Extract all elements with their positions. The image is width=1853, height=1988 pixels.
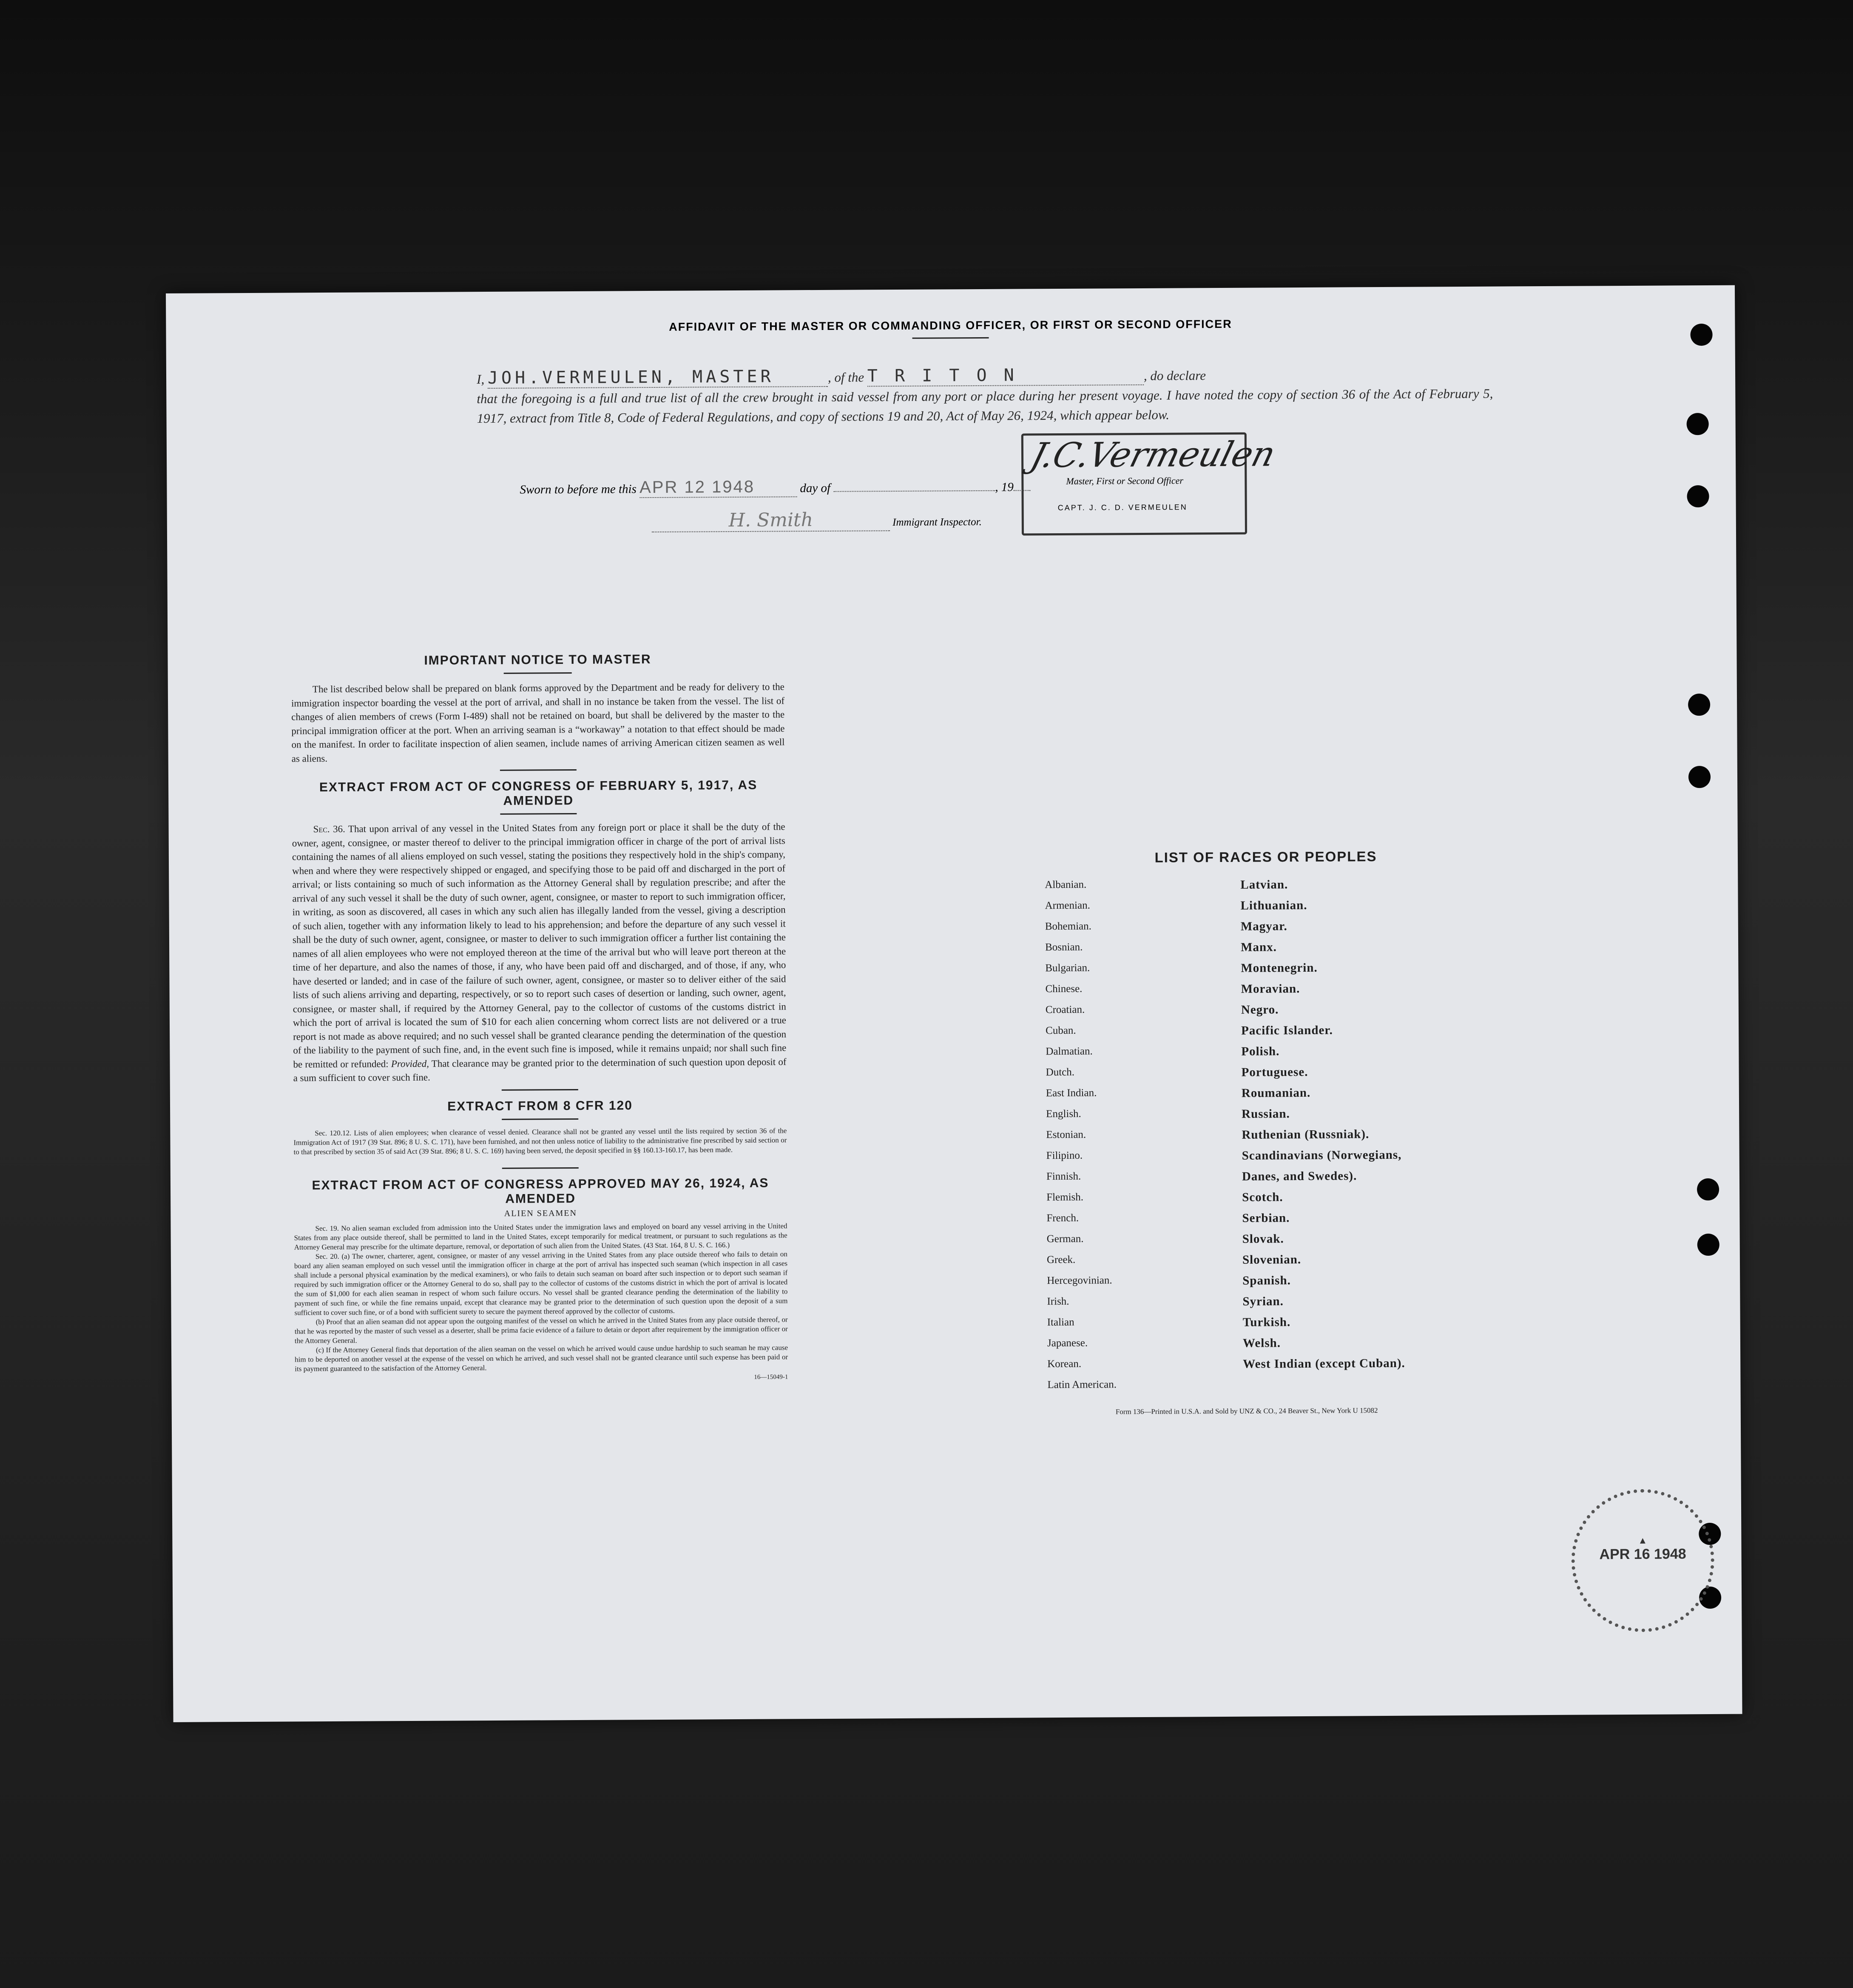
captain-stamp-box: [1021, 432, 1280, 536]
vessel-name-field: T R I T O N: [867, 365, 1144, 387]
binder-hole-icon: [1697, 1234, 1719, 1256]
divider: [502, 1089, 578, 1090]
notice-body: The list described below shall be prepared on blank forms approved by the Department and be ready for delivery to the immigration inspector boarding the vessel at the port of arrival, and shall in no instance be taken from the vessel. The list of changes of alien members of crews (Form I-489) shall not be retained on board, but shall be delivered by the master to the principal immigration officer at the port. When an arriving seaman is a “workaway” a notation to that effect should be made on the manifest. In order to facilitate inspection of alien seamen, include names of arriving American citizen seamen as well as aliens.: [291, 681, 785, 764]
affidavit-body: [477, 363, 1493, 429]
race-item: East Indian.: [1046, 1087, 1097, 1099]
master-signature: J.C.Vermeulen: [1026, 434, 1280, 475]
received-stamp-date: APR 16 1948: [1599, 1546, 1686, 1563]
day-of-label: day of: [800, 481, 831, 495]
race-item: Scotch.: [1242, 1190, 1283, 1204]
legal-extracts-column: [291, 651, 788, 1383]
binder-hole-icon: [1688, 766, 1711, 788]
binder-hole-icon: [1687, 485, 1709, 507]
sworn-date-field: [639, 477, 797, 498]
race-item: Magyar.: [1240, 919, 1287, 933]
race-item: Dutch.: [1046, 1066, 1075, 1078]
race-item: Greek.: [1046, 1254, 1076, 1266]
affidavit-body-text: that the foregoing is a full and true list of all the crew brought in said vessel from any port or place during her present voyage. I have noted the copy of section 36 of the Act of February 5, 1917, extract from Title 8, Code of Federal Regulations, and copy of sections 19 and 20, Act of May 26, 1924, which appear below.: [477, 386, 1493, 426]
race-item: Flemish.: [1046, 1191, 1084, 1203]
race-item: French.: [1046, 1212, 1079, 1224]
race-item: Pacific Islander.: [1241, 1023, 1333, 1038]
race-item: Spanish.: [1242, 1274, 1291, 1288]
sec-20b-text: (b) Proof that an alien seaman did not appear upon the outgoing manifest of the vessel on which he arrived in the United States from any place outside thereof, or that he was reported by the master of such vessel as a deserter, shall be prima facie evidence of a failure to detain or deport after requirement by the immigration officer or the Attorney General.: [294, 1315, 788, 1345]
year-prefix: , 19: [995, 480, 1014, 494]
sec-19-text: Sec. 19. No alien seaman excluded from admission into the United States under the immigration laws and employed on board any vessel arriving in the United States from any place outside thereof, shall be permitted to land in the United States, except temporarily for medical treatment, or pursuant to such regulations as the Attorney General may prescribe for the ultimate departure, removal, or deportation of such alien from the United States. (43 Stat. 164, 8 U. S. C. 166.): [294, 1221, 787, 1251]
race-item: Danes, and Swedes).: [1242, 1169, 1357, 1183]
captain-stamp-text: CAPT. J. C. D. VERMEULEN: [1057, 503, 1188, 512]
affidavit-title-text: AFFIDAVIT OF THE MASTER OR COMMANDING OFFICER, OR FIRST OR SECOND OFFICER: [669, 317, 1232, 333]
race-item: Estonian.: [1046, 1129, 1086, 1141]
race-item: Bosnian.: [1045, 941, 1083, 953]
race-item: Manx.: [1241, 940, 1277, 954]
race-item: Cuban.: [1046, 1024, 1076, 1037]
extract-cfr-body: Sec. 120.12. Lists of alien employees; when clearance of vessel denied. Clearance shall not be granted any vessel until the lists required by section 36 of the Immigration Act of 1917 (39 Stat. 896; 8 U. S. C. 171), have been furnished, and not then unless notice of liability to the administrative fine prescribed by said section or to that prescribed by section 35 of said Act (39 Stat. 896; 8 U. S. C. 169) having been served, the deposit specified in §§ 160.13-160.17, has been made.: [293, 1126, 787, 1156]
race-item: Filipino.: [1046, 1149, 1083, 1162]
races-title: LIST OF RACES OR PEOPLES: [1154, 848, 1377, 865]
inspector-line: [652, 508, 982, 532]
race-item: Korean.: [1047, 1358, 1082, 1370]
race-item: [1243, 1377, 1498, 1390]
race-item: West Indian (except Cuban).: [1243, 1356, 1405, 1371]
master-name-field: JOH.VERMEULEN, MASTER: [488, 367, 828, 389]
inspector-label: Immigrant Inspector.: [892, 516, 982, 529]
sworn-prefix: Sworn to before me this: [520, 482, 637, 497]
race-item: Negro.: [1241, 1003, 1279, 1017]
race-item: Slovak.: [1242, 1232, 1284, 1246]
races-column: [1040, 848, 1511, 1416]
race-item: Turkish.: [1242, 1315, 1291, 1329]
race-item: Russian.: [1242, 1107, 1290, 1121]
race-item: German.: [1046, 1233, 1084, 1245]
notice-title: IMPORTANT NOTICE TO MASTER: [424, 652, 651, 668]
race-item: Scandinavians (Norwegians,: [1242, 1148, 1402, 1163]
sec-36-text: That upon arrival of any vessel in the United States from any foreign port or place it shall be the duty of the owner, agent, consignee, or master thereof to deliver to the principal immigration officer in charge of the port of arrival lists containing the names of all aliens employed on such vessel, stating the positions they respectively hold in the ship's company, when and where they were respectively shipped or engaged, and specifying those to be paid off and discharged in the port of arrival; or lists containing so much of such information as the Attorney General shall by regulation prescribe; and after the arrival of any such vessel it shall be the duty of such owner, agent, consignee, or master to report to such immigration officer, in writing, as soon as discovered, all cases in which any such alien has illegally landed from the vessel, giving a description of such alien, together with any information likely to lead to his apprehension; and before the departure of any such vessel it shall be the duty of such owner, agent, consignee, or master to deliver to such immigration officer a further list containing the names of all alien employees who were not employed thereon at the time of the arrival but who will leave port thereon at the time of her departure, and also the names of those, if any, who have been paid off and discharged, and of those, if any, who have deserted or landed; and in case of the failure of such owner, agent, consignee, or master so to deliver either of the said lists of such aliens arriving and departing, respectively, or so to report such cases of desertion or landing, such owner, agent, consignee, or master shall, if required by the Attorney General, pay to the collector of customs of the customs district in which the port of arrival is located the sum of $10 for each alien concerning whom correct lists are not delivered or a true report is not made as above required; and no such vessel shall be granted clearance pending the determination of the question of the liability to the payment of such fine, and, in the event such fine is imposed, while it remains unpaid; nor shall such fine be remitted or refunded:: [292, 821, 787, 1069]
race-item: Japanese.: [1047, 1337, 1088, 1349]
sworn-date-stamp: APR 12 1948: [639, 477, 755, 497]
race-item: Dalmatian.: [1046, 1045, 1093, 1058]
divider: [500, 769, 577, 771]
proviso-label: Provided,: [391, 1058, 429, 1069]
race-item: Polish.: [1241, 1044, 1280, 1058]
race-item: Bulgarian.: [1045, 962, 1090, 974]
inspector-signature: H. Smith: [728, 509, 813, 532]
race-item: Finnish.: [1046, 1170, 1081, 1183]
proviso-text: That clearance may be granted prior to the determination of such question upon deposit of a sum sufficient to cover such fine.: [293, 1056, 787, 1084]
sec-20c-text: (c) If the Attorney General finds that deportation of the alien seaman on the vessel on which he arrived would cause undue hardship to such seaman he may cause him to be deported on another vessel at the expense of the vessel on which he arrived, and such vessel shall not be granted clearance until such expense has been paid or its payment guaranteed to the satisfaction of the Attorney General.: [295, 1343, 788, 1373]
extract-1917-body: [292, 820, 787, 1085]
race-item: Moravian.: [1241, 982, 1300, 996]
race-item: Croatian.: [1045, 1004, 1085, 1016]
divider: [912, 337, 989, 339]
form-footer: Form 136—Printed in U.S.A. and Sold by UNZ & CO., 24 Beaver St., New York U 15082: [1115, 1406, 1378, 1416]
race-item: Irish.: [1047, 1295, 1069, 1308]
sec-20a-text: Sec. 20. (a) The owner, charterer, agent, consignee, or master of any vessel arriving in the United States from any place outside thereof who fails to detain on board any alien seaman employed on such vessel until the immigration officer in charge at the port of arrival has inspected such seaman (which inspection in all cases shall include a personal physical examination by the medical examiners), or who fails to detain such seaman on board after such inspection or to deport such seaman if required by such immigration officer or the Attorney General to do so, shall pay to the collector of customs of the customs district in which the port of arrival is located the sum of $1,000 for each alien seaman in respect of whom such failure occurs. No vessel shall be granted clearance pending the determination of the liability to payment of such fine, or while the fine remains unpaid, except that clearance may be granted prior to the determination of such question upon the deposit of a sum sufficient to cover such fine, or of a bond with sufficient surety to secure the payment thereof approved by the collector of customs.: [294, 1249, 788, 1317]
race-item: English.: [1046, 1108, 1081, 1120]
race-item: Lithuanian.: [1240, 898, 1307, 913]
extract-cfr-title: EXTRACT FROM 8 CFR 120: [447, 1098, 633, 1114]
race-item: Bohemian.: [1045, 920, 1091, 933]
binder-hole-icon: [1687, 413, 1709, 435]
race-item: Ruthenian (Russniak).: [1242, 1127, 1370, 1142]
extract-1924-title: EXTRACT FROM ACT OF CONGRESS APPROVED MAY 26, 1924, AS AMENDED: [312, 1176, 769, 1206]
affidavit-do-declare: , do declare: [1143, 368, 1206, 383]
affidavit-of-the: , of the: [827, 370, 864, 385]
divider: [502, 1118, 578, 1120]
race-item: Syrian.: [1242, 1294, 1284, 1308]
sworn-line: [520, 476, 1031, 498]
race-item: Hercegovinian.: [1047, 1274, 1112, 1287]
inspector-signature-field: [652, 509, 890, 532]
race-item: Slovenian.: [1242, 1253, 1302, 1267]
race-item: Albanian.: [1045, 879, 1087, 891]
binder-hole-icon: [1697, 1178, 1719, 1200]
extract-1917-title: EXTRACT FROM ACT OF CONGRESS OF FEBRUARY 5, 1917, AS AMENDED: [319, 778, 758, 808]
document-page: [166, 285, 1742, 1722]
affidavit-prefix: I,: [476, 372, 485, 387]
race-item: Armenian.: [1045, 899, 1090, 912]
race-item: Latin American.: [1047, 1379, 1117, 1391]
race-item: Welsh.: [1242, 1336, 1281, 1350]
race-item: Roumanian.: [1241, 1086, 1311, 1100]
binder-hole-icon: [1688, 694, 1710, 716]
received-date-stamp: ▲ APR 16 1948: [1571, 1489, 1715, 1632]
race-item: Portuguese.: [1241, 1065, 1308, 1079]
divider: [500, 813, 577, 815]
race-item: Chinese.: [1045, 983, 1083, 995]
sec-36-label: Sec. 36.: [313, 823, 345, 835]
race-item: Serbian.: [1242, 1211, 1290, 1225]
month-field: [833, 490, 995, 492]
extract-1924-subtitle: ALIEN SEAMEN: [504, 1208, 577, 1218]
affidavit-title: [166, 315, 1735, 348]
form-code: 16—15049-1: [754, 1373, 788, 1381]
races-list: [1040, 876, 1511, 1391]
signature-label: Master, First or Second Officer: [1066, 475, 1183, 486]
race-item: Italian: [1047, 1316, 1074, 1328]
year-field: [1014, 490, 1031, 491]
race-item: Montenegrin.: [1241, 961, 1318, 975]
divider: [504, 672, 572, 674]
divider: [502, 1167, 579, 1169]
race-item: Latvian.: [1240, 878, 1288, 892]
